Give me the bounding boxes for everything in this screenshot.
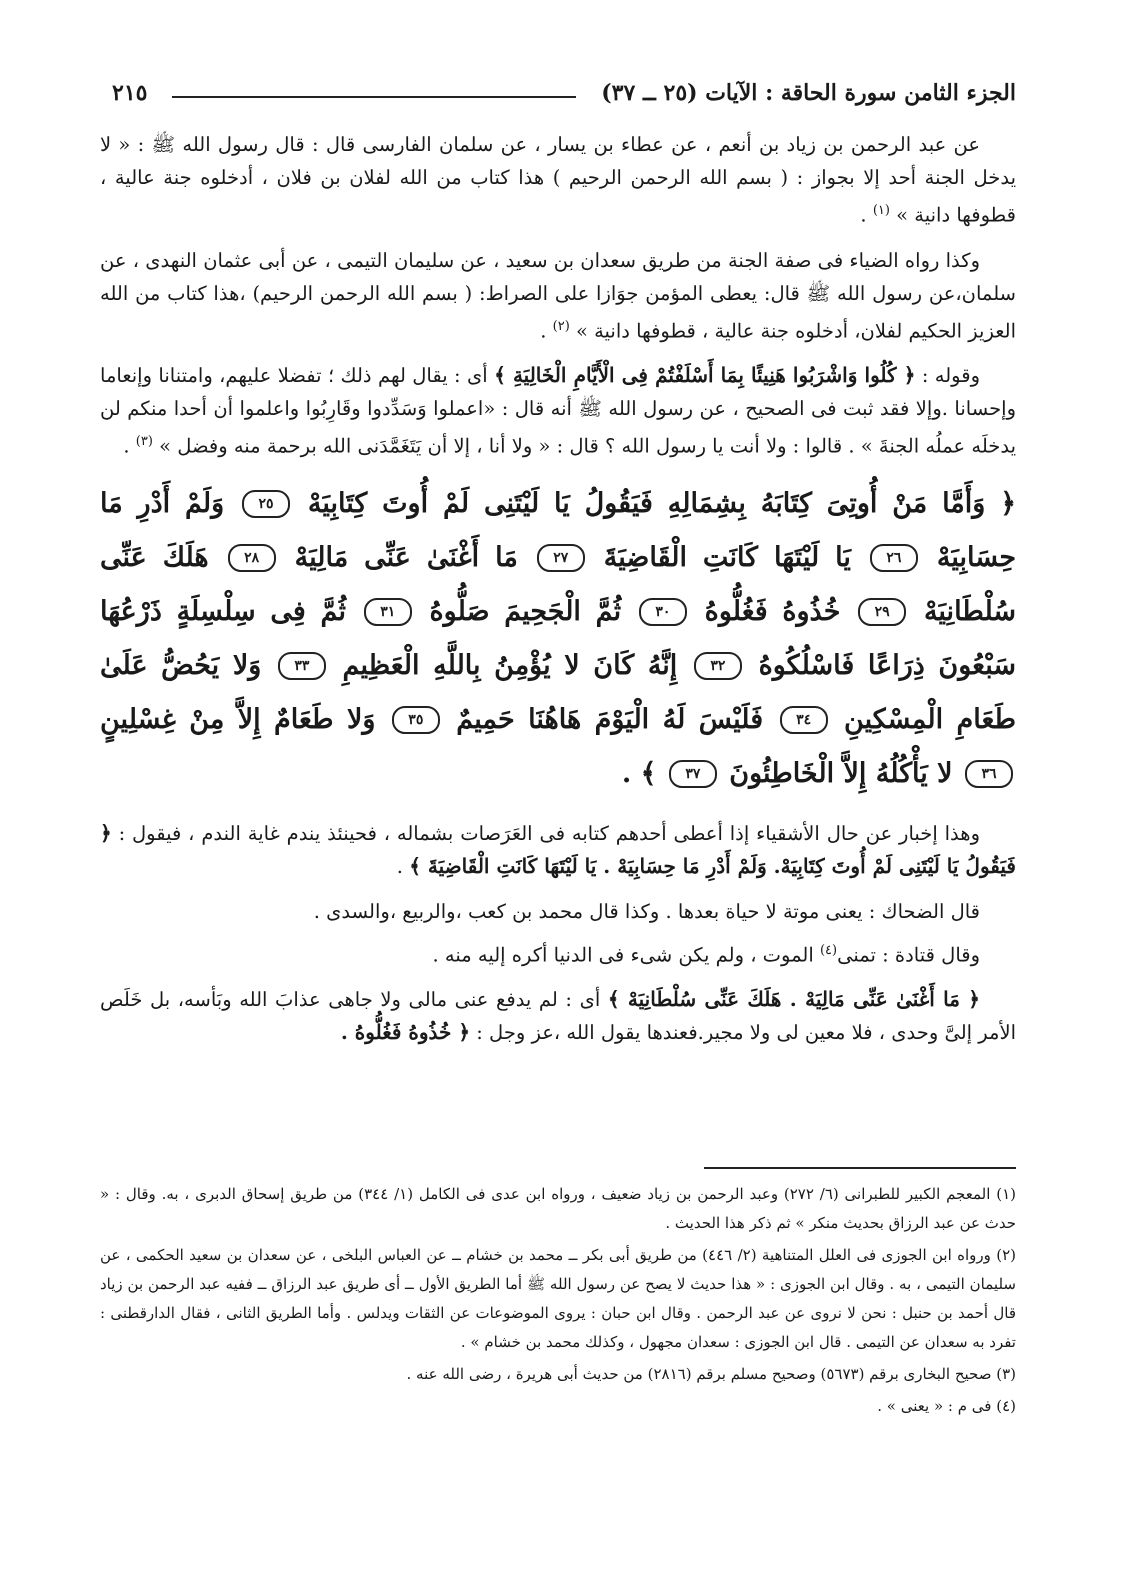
footnote-rule	[704, 1167, 1016, 1169]
verse-number-marker: ٢٦	[870, 544, 918, 572]
footnotes	[100, 1180, 1016, 1424]
quran-verses	[100, 477, 1016, 801]
footnote-2: (٢) ورواه ابن الجوزى فى العلل المتناهية (٢/ ٤٤٦) من طريق أبى بكر ــ محمد بن خشام ــ عن العباس البلخى ، عن سعدان بن سعيد الحكمى ، عن سليمان التيمى ، به . وقال ابن الجوزى : « هذا حديث لا يصح عن رسول الله ﷺ أما الطريق الأول ــ أى طريق عبد الرزاق ــ ففيه عبد الرحمن بن زياد قال أحمد بن حنبل : نحن لا نروى عن عبد الرحمن . وقال ابن حبان : يروى الموضوعات عن الثقات ويدلس . وأما الطريق الثانى ، فقال الدارقطنى : تفرد به سعدان عن التيمى . قال ابن الجوزى : سعدان مجهول ، وكذلك محمد بن خشام » .	[100, 1246, 1016, 1351]
verse-number-marker: ٣٥	[392, 706, 440, 734]
paragraph-qatada: وقال قتادة : تمنى$^{(٤)}$ الموت ، ولم يكن شىء فى الدنيا أكره إليه منه .	[432, 942, 980, 966]
quran-quote: ﴿ فَيَقُولُ يَا لَيْتَنِى لَمْ أُوتَ كِتَابِيَهْ. وَلَمْ أَدْرِ مَا حِسَابِيَهْ . يَا لَيْتَهَا كَانَتِ الْقَاضِيَةَ ﴾	[100, 820, 1016, 878]
footnote-ref: (٢)	[552, 318, 570, 334]
quran-quote: ﴿ كُلُوا وَاشْرَبُوا هَنِيئًا بِمَا أَسْلَفْتُمْ فِى الْأَيَّامِ الْخَالِيَةِ ﴾	[494, 363, 916, 387]
page-header	[112, 76, 1016, 116]
verse-text: مَا أَغْنَىٰ عَنِّى مَالِيَهْ	[294, 541, 518, 573]
paragraph-dahhak: قال الضحاك : يعنى موتة لا حياة بعدها . وكذا قال محمد بن كعب ،والربيع ،والسدى .	[313, 899, 980, 923]
running-title: الجزء الثامن سورة الحاقة : الآيات (٢٥ ــ ٣٧)	[601, 80, 1016, 106]
verse-number-marker: ٣٤	[780, 706, 828, 734]
verse-text: وَلا طَعَامٌ إِلاَّ مِنْ غِسْلِينٍ	[100, 703, 376, 735]
verse-number-marker: ٣٠	[639, 598, 687, 626]
verse-number-marker: ٣٣	[278, 652, 326, 680]
quran-quote: ﴿ خُذُوهُ فَغُلُّوهُ .	[340, 1020, 471, 1044]
verse-block-end: .	[621, 757, 641, 789]
verse-text: إِنَّهُ كَانَ لا يُؤْمِنُ بِاللَّهِ الْعَظِيمِ	[342, 649, 678, 681]
verse-number-marker: ٣٢	[694, 652, 742, 680]
verse-number-marker: ٢٩	[858, 598, 906, 626]
verse-text: وَأَمَّا مَنْ أُوتِىَ كِتَابَهُ بِشِمَالِهِ فَيَقُولُ يَا لَيْتَنِى لَمْ أُوتَ كِتَابِيَهْ	[307, 487, 986, 519]
verse-number-marker: ٣٧	[669, 760, 717, 788]
verse-number-marker: ٣١	[364, 598, 412, 626]
ornate-bracket-open: ﴿	[1000, 487, 1017, 519]
footnote-ref: (٤)	[819, 942, 838, 958]
footnote-4: (٤) فى م : « يعنى » .	[877, 1397, 1016, 1415]
verse-text: وَلا يَحُضُّ عَلَىٰ طَعَامِ الْمِسْكِينِ	[100, 649, 1016, 735]
paragraph-diya-narration: وكذا رواه الضياء فى صفة الجنة من طريق سعدان بن سعيد ، عن سليمان التيمى ، عن أبى عثمان النهدى ، عن سلمان،عن رسول الله ﷺ قال: يعطى المؤمن جوَازا على الصراط: ( بسم الله الرحمن الرحيم) ،هذا كتاب من الله العزيز الحكيم لفلان، أدخلوه جنة عالية ، قطوفها دانية » $^{(٢)}$ .	[100, 248, 1016, 342]
footnote-ref: (٣)	[135, 434, 153, 449]
verse-number-marker: ٢٥	[242, 490, 290, 518]
verse-text: هَلَكَ عَنِّى سُلْطَانِيَهْ	[100, 541, 1017, 627]
footnote-ref: (١)	[872, 203, 890, 218]
footnote-3: (٣) صحيح البخارى برقم (٥٦٧٣) وصحيح مسلم برقم (٢٨١٦) من حديث أبى هريرة ، رضى الله عنه .	[406, 1365, 1016, 1383]
verse-number-marker: ٣٦	[965, 760, 1013, 788]
header-rule	[172, 96, 576, 98]
ornate-bracket-close: ﴾	[640, 757, 657, 789]
verse-text: ثُمَّ الْجَحِيمَ صَلُّوهُ	[429, 595, 622, 627]
verse-text: خُذُوهُ فَغُلُّوهُ	[704, 595, 841, 627]
verse-text: فَلَيْسَ لَهُ الْيَوْمَ هَاهُنَا حَمِيمٌ	[456, 703, 764, 735]
verse-text: لا يَأْكُلُهُ إِلاَّ الْخَاطِئُونَ	[729, 757, 953, 789]
verse-text: يَا لَيْتَهَا كَانَتِ الْقَاضِيَةَ	[603, 541, 851, 573]
page-body	[100, 128, 1016, 1061]
verse-text: ثُمَّ فِى سِلْسِلَةٍ ذَرْعُهَا سَبْعُونَ ذِرَاعًا فَاسْلُكُوهُ	[100, 595, 1016, 681]
paragraph-commentary-wealth: ﴿ مَا أَغْنَىٰ عَنِّى مَالِيَهْ . هَلَكَ عَنِّى سُلْطَانِيَهْ ﴾ أى : لم يدفع عنى مالى ولا جاهى عذابَ الله وبَأسه، بل خَلَص الأمر إلىَّ وحدى ، فلا معين لى ولا مجير.فعندها يقول الله ،عز وجل : ﴿ خُذُوهُ فَغُلُّوهُ .	[100, 987, 1016, 1044]
verse-number-marker: ٢٧	[537, 544, 585, 572]
quran-quote: ﴿ مَا أَغْنَىٰ عَنِّى مَالِيَهْ . هَلَكَ عَنِّى سُلْطَانِيَهْ ﴾	[607, 987, 981, 1011]
paragraph-commentary-eat-drink: وقوله : ﴿ كُلُوا وَاشْرَبُوا هَنِيئًا بِمَا أَسْلَفْتُمْ فِى الْأَيَّامِ الْخَالِيَةِ ﴾ أى : يقال لهم ذلك ؛ تفضلا عليهم، وامتنانا وإنعاما وإحسانا .وإلا فقد ثبت فى الصحيح ، عن رسول الله ﷺ أنه قال : «اعملوا وَسَدِّدوا وقَارِبُوا واعلموا أن أحدا منكم لن يدخلَه عملُه الجنةَ » . قالوا : ولا أنت يا رسول الله ؟ قال : « ولا أنا ، إلا أن يَتَغَمَّدَنى الله برحمة منه وفضل » $^{(٣)}$ .	[100, 363, 1016, 458]
paragraph-hadith-salman: عن عبد الرحمن بن زياد بن أنعم ، عن عطاء بن يسار ، عن سلمان الفارسى قال : قال رسول الله ﷺ : « لا يدخل الجنة أحد إلا بجواز : ( بسم الله الرحمن الرحيم ) هذا كتاب من الله لفلان بن فلان ، أدخلوه جنة عالية ، قطوفها دانية » $^{(١)}$ .	[100, 133, 1016, 227]
page-number: ٢١٥	[112, 80, 148, 106]
paragraph-commentary-regret: وهذا إخبار عن حال الأشقياء إذا أعطى أحدهم كتابه فى العَرَصات بشماله ، فحينئذ يندم غاية الندم ، فيقول : ﴿ فَيَقُولُ يَا لَيْتَنِى لَمْ أُوتَ كِتَابِيَهْ. وَلَمْ أَدْرِ مَا حِسَابِيَهْ . يَا لَيْتَهَا كَانَتِ الْقَاضِيَةَ ﴾ .	[100, 820, 1016, 878]
verse-text: وَلَمْ أَدْرِ مَا حِسَابِيَهْ	[100, 487, 1017, 573]
verse-number-marker: ٢٨	[228, 544, 276, 572]
footnote-1: (١) المعجم الكبير للطبرانى (٦/ ٢٧٢) وعبد الرحمن بن زياد ضعيف ، ورواه ابن عدى فى الكامل (١/ ٣٤٤) من طريق إسحاق الدبرى ، به. وقال : « حدث عن عبد الرزاق بحديث منكر » ثم ذكر هذا الحديث .	[100, 1185, 1016, 1232]
